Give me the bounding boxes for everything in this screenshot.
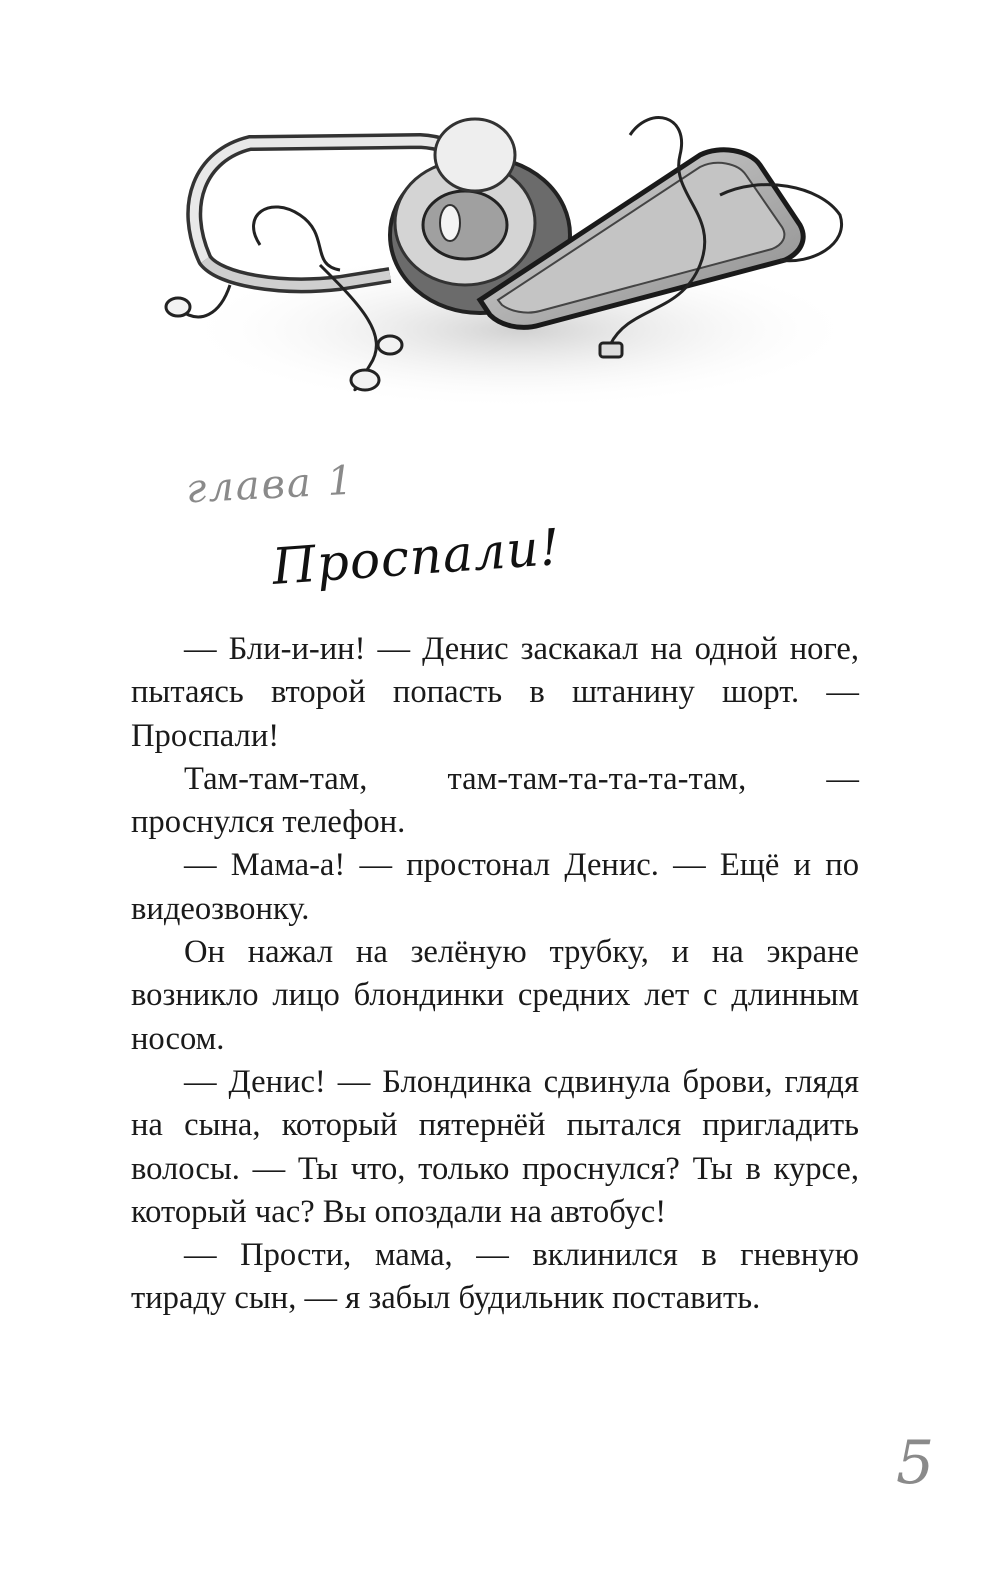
paragraph: Он нажал на зелёную трубку, и на экране возникло лицо блондинки средних лет с длинным носом. (131, 934, 859, 1057)
paragraph: — Бли-и-ин! — Денис заскакал на одной ноге, пытаясь второй попасть в штанину шорт. — Проспали! (131, 631, 859, 754)
paragraph: Там-там-там, там-там-та-та-та-там, — проснулся телефон. (131, 760, 859, 841)
paragraph: — Мама-а! — простонал Денис. — Ещё и по видеозвонку. (131, 847, 859, 927)
paragraph: — Прости, мама, — вклинился в гневную тираду сын, — я забыл будильник поставить. (131, 1237, 859, 1317)
page-number: 5 (896, 1428, 935, 1498)
headphones-phone-illustration (160, 95, 860, 430)
chapter-label: глава 1 (184, 457, 356, 513)
chapter-title: Проспали! (270, 517, 563, 597)
paragraph: — Денис! — Блондинка сдвинула брови, глядя на сына, который пятернёй пытался пригладить волосы. — Ты что, только проснулся? Ты в курсе, который час? Вы опоздали на автобус! (131, 1063, 859, 1230)
chapter-text (131, 628, 859, 1321)
